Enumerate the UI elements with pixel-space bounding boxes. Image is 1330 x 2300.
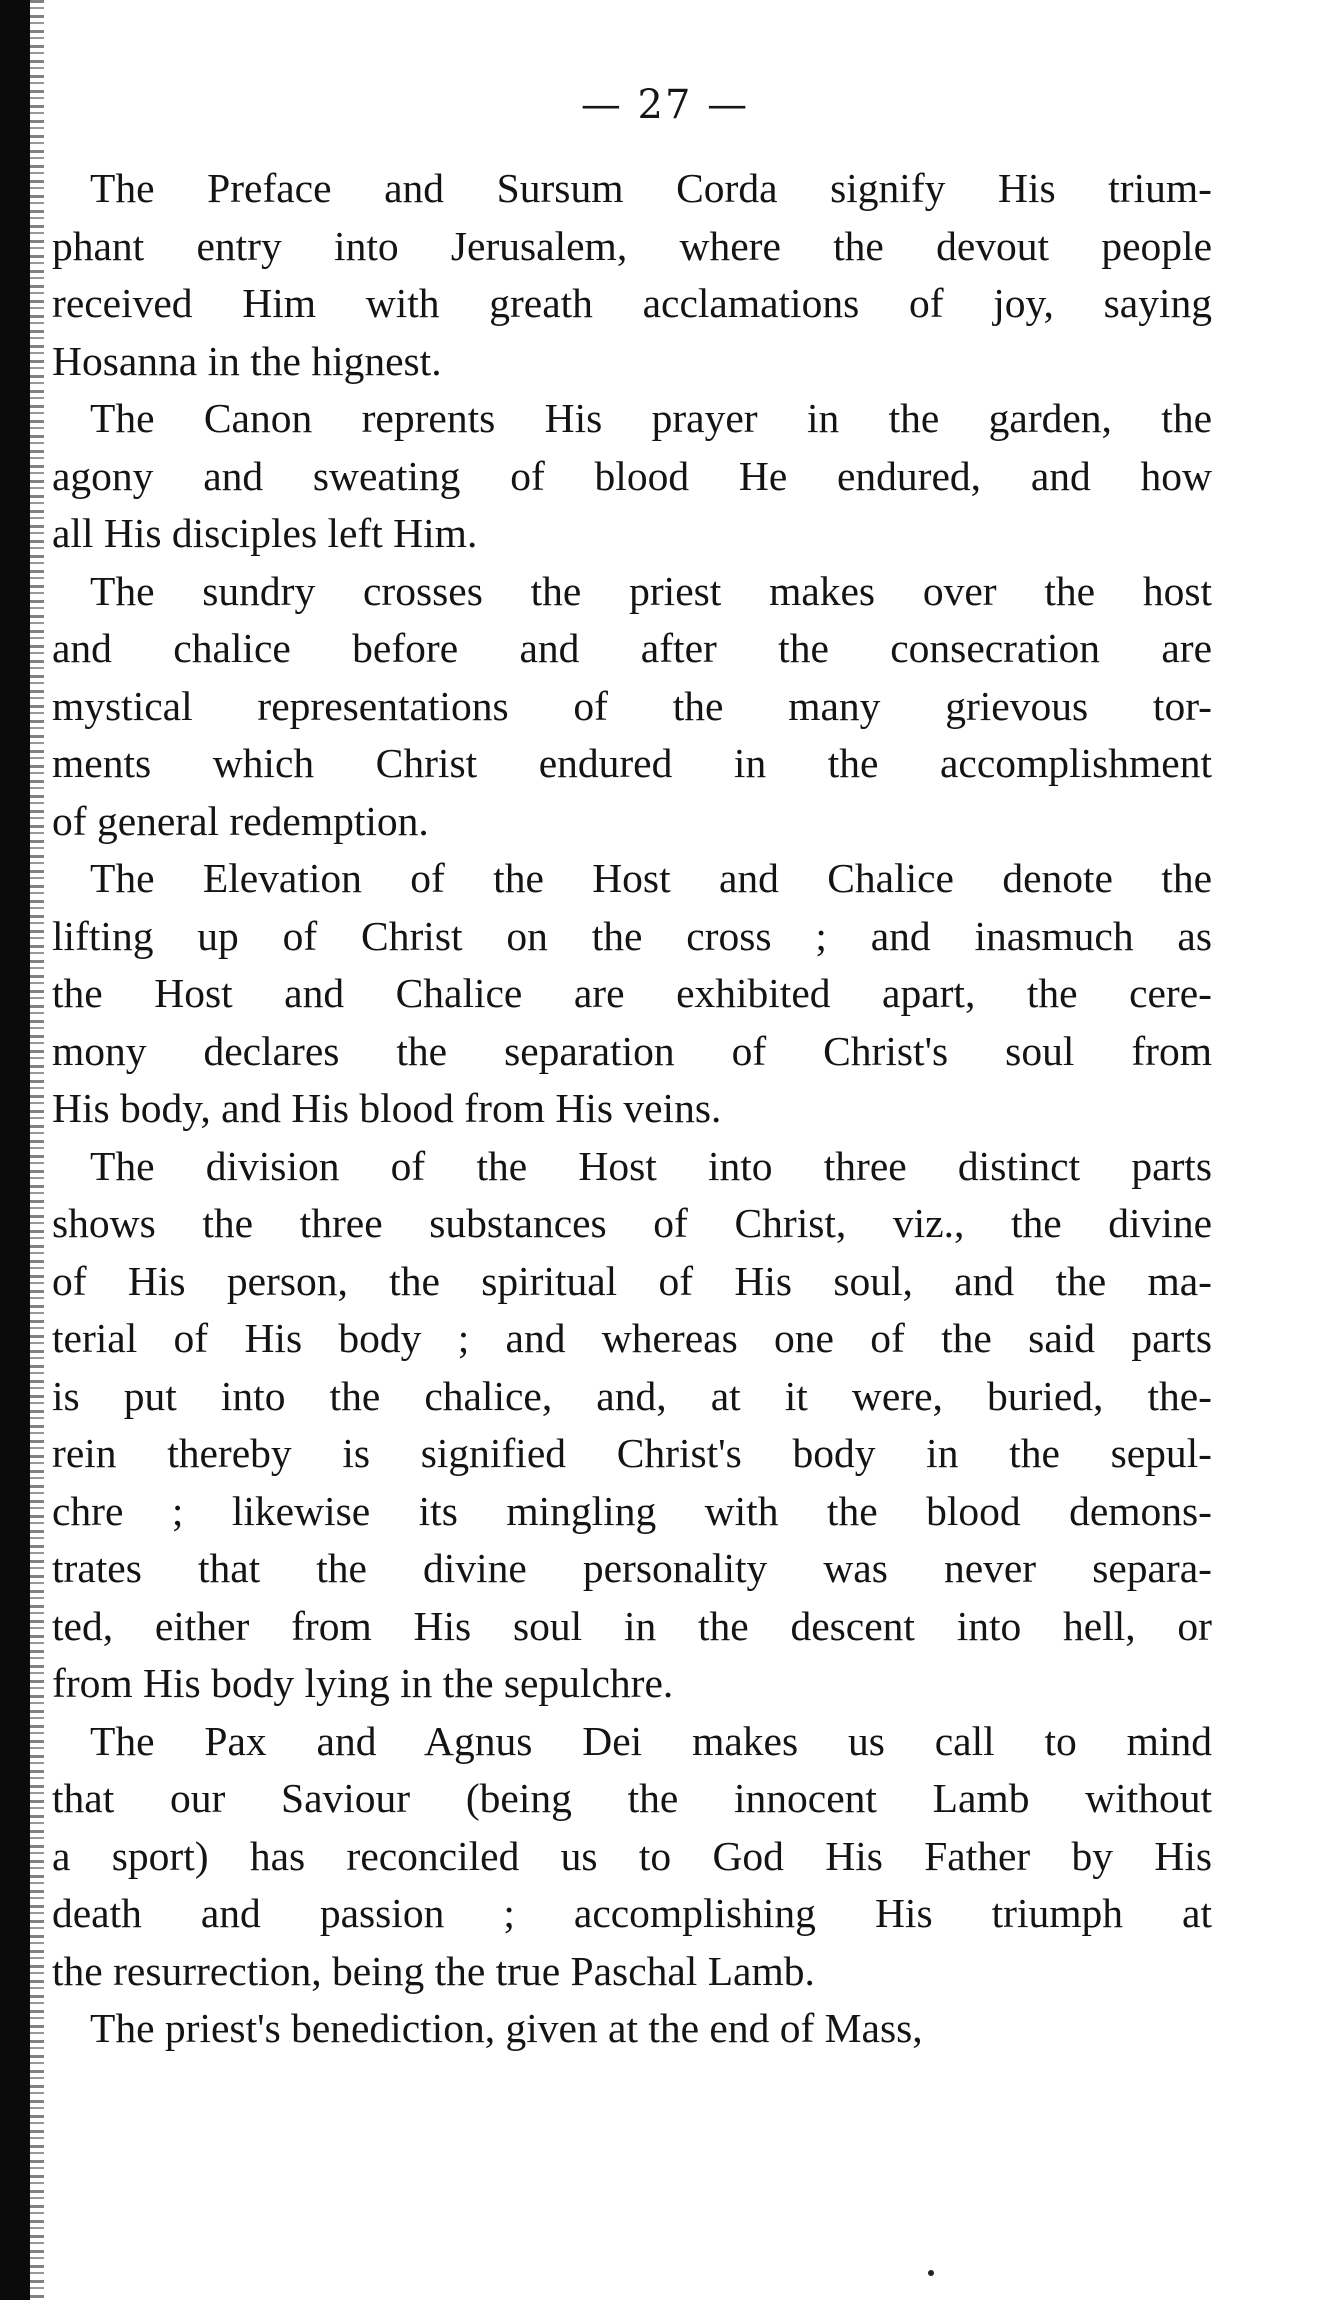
text-line: of general redemption. <box>52 797 429 844</box>
text-line: The sundry crosses the priest makes over the host <box>90 567 1212 614</box>
body-text <box>52 160 1212 2058</box>
book-binding-edge <box>0 0 30 2300</box>
text-line: trates that the divine personality was never separa- <box>52 1545 1212 1591</box>
paragraph <box>52 1713 1212 2001</box>
text-line: The priest's benediction, given at the end of Mass, <box>90 2005 923 2051</box>
text-line: a sport) has reconciled us to God His Father by His <box>52 1832 1212 1879</box>
page-number: — 27 — <box>580 82 750 128</box>
text-line: His body, and His blood from His veins. <box>52 1085 722 1131</box>
ink-speck <box>928 2270 934 2276</box>
text-line: that our Saviour (being the innocent Lamb without <box>52 1775 1212 1821</box>
text-line: all His disciples left Him. <box>52 510 478 556</box>
text-line: the Host and Chalice are exhibited apart, the cere- <box>52 970 1212 1016</box>
text-line: The Preface and Sursum Corda signify His trium- <box>90 165 1212 211</box>
paragraph <box>52 563 1212 851</box>
paragraph <box>52 1138 1212 1713</box>
binding-shadow <box>30 0 44 2300</box>
text-line: is put into the chalice, and, at it were, buried, the- <box>52 1372 1212 1419</box>
text-line: phant entry into Jerusalem, where the devout people <box>52 222 1212 269</box>
text-line: ments which Christ endured in the accomplishment <box>52 740 1212 786</box>
text-line: from His body lying in the sepulchre. <box>52 1660 674 1706</box>
text-line: received Him with greath acclamations of joy, saying <box>52 280 1212 326</box>
text-line: terial of His body ; and whereas one of the said parts <box>52 1315 1212 1361</box>
text-line: ted, either from His soul in the descent into hell, or <box>52 1602 1212 1649</box>
paragraph <box>52 850 1212 1138</box>
text-line: The Elevation of the Host and Chalice denote the <box>90 855 1212 901</box>
paragraph <box>52 160 1212 390</box>
text-line: mony declares the separation of Christ's soul from <box>52 1027 1212 1074</box>
text-line: The Pax and Agnus Dei makes us call to mind <box>90 1717 1212 1764</box>
text-line: The division of the Host into three distinct parts <box>90 1142 1212 1189</box>
text-line: of His person, the spiritual of His soul, and the ma- <box>52 1257 1212 1304</box>
text-line: the resurrection, being the true Paschal Lamb. <box>52 1947 815 1994</box>
text-line: lifting up of Christ on the cross ; and inasmuch as <box>52 912 1212 959</box>
text-line: chre ; likewise its mingling with the blood demons- <box>52 1487 1212 1534</box>
text-line: rein thereby is signified Christ's body in the sepul- <box>52 1430 1212 1476</box>
text-line: mystical representations of the many grievous tor- <box>52 682 1212 729</box>
paragraph <box>52 390 1212 563</box>
text-line: The Canon reprents His prayer in the garden, the <box>90 395 1212 441</box>
text-line: agony and sweating of blood He endured, and how <box>52 452 1212 499</box>
text-line: and chalice before and after the consecration are <box>52 625 1212 671</box>
text-line: shows the three substances of Christ, viz., the divine <box>52 1200 1212 1246</box>
paragraph <box>52 2000 1212 2058</box>
text-line: Hosanna in the hignest. <box>52 337 442 384</box>
text-line: death and passion ; accomplishing His triumph at <box>52 1890 1212 1936</box>
